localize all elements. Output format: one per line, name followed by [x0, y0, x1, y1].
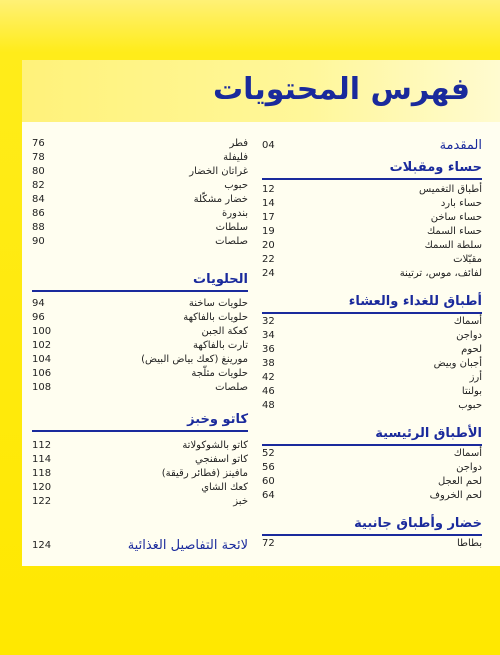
entry-page: 46 — [262, 386, 275, 397]
entry-page: 24 — [262, 268, 275, 279]
entry-page: 114 — [32, 454, 52, 465]
toc-entry[interactable] — [32, 468, 248, 483]
toc-entry[interactable] — [262, 268, 482, 283]
entry-label: حساء بارد — [440, 198, 482, 209]
entry-page: 102 — [32, 340, 52, 351]
section-rule — [262, 444, 482, 446]
entry-label: بطاطا — [456, 538, 482, 549]
entry-label: مورينغ (كعك بياض البيض) — [141, 354, 248, 365]
section-rule — [262, 534, 482, 536]
entry-page: 20 — [262, 240, 275, 251]
entry-label: حلويات ساخنة — [188, 298, 248, 309]
section-heading[interactable] — [262, 160, 482, 180]
entry-label: صلصات — [215, 236, 248, 247]
entry-label: فليفلة — [223, 152, 248, 163]
toc-entry[interactable] — [262, 330, 482, 345]
entry-page: 22 — [262, 254, 275, 265]
toc-entry[interactable] — [262, 400, 482, 415]
entry-label: غراتان الخضار — [189, 166, 248, 177]
toc-entry[interactable] — [262, 240, 482, 255]
toc-entry[interactable] — [262, 386, 482, 401]
entry-page: 78 — [32, 152, 45, 163]
entry-label: فطر — [229, 138, 248, 149]
toc-entry[interactable] — [32, 222, 248, 237]
entry-page: 64 — [262, 490, 275, 501]
entry-label: حلويات بالفاكهة — [183, 312, 248, 323]
entry-page: 108 — [32, 382, 52, 393]
section-heading[interactable] — [262, 516, 482, 536]
entry-label: لحم العجل — [437, 476, 482, 487]
section-heading[interactable] — [262, 426, 482, 446]
toc-entry[interactable] — [262, 538, 482, 553]
toc-entry[interactable] — [32, 382, 248, 397]
section-title: الأطباق الرئيسية — [375, 426, 482, 441]
entry-page: 12 — [262, 184, 275, 195]
toc-entry[interactable] — [32, 496, 248, 511]
entry-label: حبوب — [458, 400, 482, 411]
entry-label: حساء السمك — [427, 226, 482, 237]
entry-label: حلويات مثلّجة — [191, 368, 248, 379]
entry-label: أجبان وبيض — [433, 358, 482, 369]
section-title: الحلويات — [193, 272, 248, 287]
entry-label: لائحة التفاصيل الغذائية — [127, 538, 248, 553]
toc-entry[interactable] — [262, 184, 482, 199]
section-rule — [262, 312, 482, 314]
entry-page: 34 — [262, 330, 275, 341]
toc-entry[interactable] — [32, 236, 248, 251]
section-heading[interactable] — [262, 294, 482, 314]
section-title: خضار وأطباق جانبية — [354, 516, 482, 531]
section-title: حساء ومقبلات — [389, 160, 482, 175]
entry-page: 48 — [262, 400, 275, 411]
section-title: كاتو وخبز — [187, 412, 248, 427]
entry-label: كاتو بالشوكولاتة — [182, 440, 248, 451]
section-heading[interactable] — [32, 272, 248, 292]
toc-entry[interactable] — [262, 476, 482, 491]
entry-label: حساء ساخن — [430, 212, 482, 223]
entry-page: 19 — [262, 226, 275, 237]
toc-entry[interactable] — [32, 166, 248, 181]
entry-label: لحم الخروف — [429, 490, 482, 501]
main-toc-entry[interactable] — [262, 138, 482, 156]
entry-page: 38 — [262, 358, 275, 369]
section-rule — [32, 290, 248, 292]
entry-label: تارت بالفاكهة — [193, 340, 248, 351]
entry-label: كعكة الجبن — [201, 326, 248, 337]
entry-page: 17 — [262, 212, 275, 223]
toc-entry[interactable] — [32, 482, 248, 497]
entry-label: لفائف، موس، ترتينة — [399, 268, 482, 279]
entry-page: 76 — [32, 138, 45, 149]
entry-page: 32 — [262, 316, 275, 327]
entry-label: حبوب — [224, 180, 248, 191]
entry-label: صلصات — [215, 382, 248, 393]
entry-page: 120 — [32, 482, 52, 493]
entry-page: 72 — [262, 538, 275, 549]
toc-entry[interactable] — [262, 212, 482, 227]
entry-page: 90 — [32, 236, 45, 247]
entry-label: أسماك — [453, 316, 482, 327]
toc-entry[interactable] — [262, 316, 482, 331]
entry-label: أطباق التغميس — [419, 184, 482, 195]
entry-label: بولنتا — [461, 386, 482, 397]
entry-page: 94 — [32, 298, 45, 309]
toc-entry[interactable] — [32, 194, 248, 209]
toc-entry[interactable] — [32, 138, 248, 153]
entry-label: أرز — [469, 372, 482, 383]
toc-entry[interactable] — [32, 354, 248, 369]
entry-page: 82 — [32, 180, 45, 191]
entry-page: 96 — [32, 312, 45, 323]
entry-page: 60 — [262, 476, 275, 487]
entry-label: كعك الشاي — [201, 482, 248, 493]
toc-entry[interactable] — [262, 358, 482, 373]
entry-label: مقبّلات — [453, 254, 482, 265]
entry-label: مافينز (فطائر رقيقة) — [161, 468, 248, 479]
entry-page: 112 — [32, 440, 52, 451]
toc-entry[interactable] — [32, 152, 248, 167]
entry-label: سلطات — [215, 222, 248, 233]
entry-page: 104 — [32, 354, 52, 365]
entry-page: 36 — [262, 344, 275, 355]
entry-page: 122 — [32, 496, 52, 507]
main-toc-entry[interactable] — [32, 538, 248, 556]
entry-label: أسماك — [453, 448, 482, 459]
section-rule — [32, 430, 248, 432]
toc-entry[interactable] — [262, 448, 482, 463]
toc-entry[interactable] — [262, 226, 482, 241]
entry-label: المقدمة — [439, 138, 482, 153]
section-heading[interactable] — [32, 412, 248, 432]
section-title: أطباق للغداء والعشاء — [348, 294, 482, 309]
toc-entry[interactable] — [32, 340, 248, 355]
toc-entry[interactable] — [32, 298, 248, 313]
entry-page: 84 — [32, 194, 45, 205]
entry-label: خبز — [233, 496, 248, 507]
toc-entry[interactable] — [32, 326, 248, 341]
toc-entry[interactable] — [262, 198, 482, 213]
toc-entry[interactable] — [262, 372, 482, 387]
entry-label: لحوم — [461, 344, 482, 355]
page-title: فهرس المحتويات — [213, 72, 470, 107]
entry-label: خضار مشكّلة — [193, 194, 248, 205]
entry-page: 80 — [32, 166, 45, 177]
entry-page: 14 — [262, 198, 275, 209]
toc-entry[interactable] — [32, 208, 248, 223]
entry-page: 100 — [32, 326, 52, 337]
entry-page: 88 — [32, 222, 45, 233]
toc-entry[interactable] — [262, 254, 482, 269]
toc-entry[interactable] — [32, 440, 248, 455]
entry-label: سلطة السمك — [424, 240, 482, 251]
entry-page: 04 — [262, 140, 275, 151]
entry-label: كاتو اسفنجي — [195, 454, 248, 465]
entry-page: 106 — [32, 368, 52, 379]
toc-entry[interactable] — [262, 462, 482, 477]
entry-page: 86 — [32, 208, 45, 219]
toc-entry[interactable] — [32, 454, 248, 469]
toc-entry[interactable] — [262, 344, 482, 359]
entry-page: 118 — [32, 468, 52, 479]
entry-label: دواجن — [456, 462, 482, 473]
toc-entry[interactable] — [32, 368, 248, 383]
toc-entry[interactable] — [262, 490, 482, 505]
toc-entry[interactable] — [32, 180, 248, 195]
entry-page: 56 — [262, 462, 275, 473]
entry-page: 124 — [32, 540, 52, 551]
entry-label: بندورة — [222, 208, 248, 219]
entry-page: 42 — [262, 372, 275, 383]
toc-entry[interactable] — [32, 312, 248, 327]
entry-label: دواجن — [456, 330, 482, 341]
section-rule — [262, 178, 482, 180]
entry-page: 52 — [262, 448, 275, 459]
